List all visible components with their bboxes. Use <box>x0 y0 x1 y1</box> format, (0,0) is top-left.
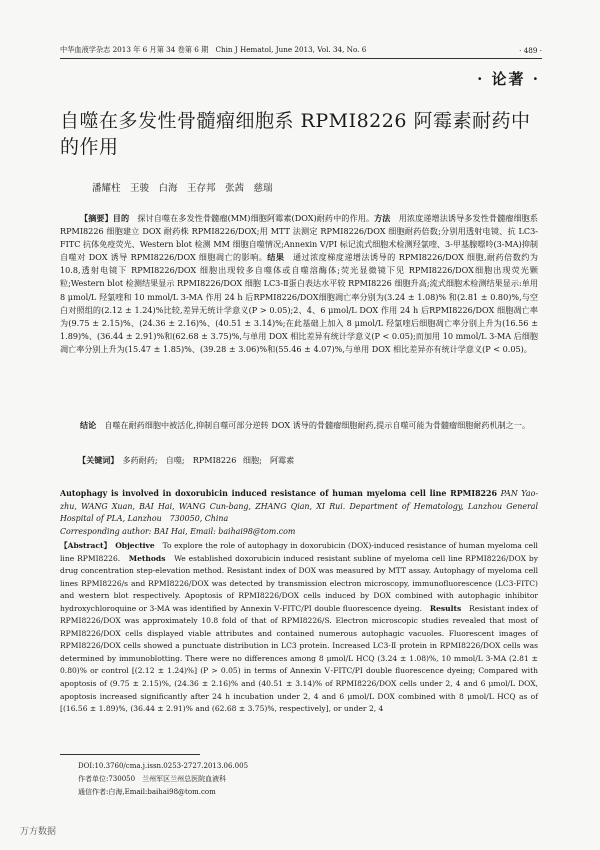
article-title: 自噬在多发性骨髓瘤细胞系 RPMI8226 阿霉素耐药中的作用 <box>60 110 531 158</box>
english-affiliation: Department of Hematology, Lanzhou General Hospital of PLA, Lanzhou 730050, China <box>60 501 538 524</box>
chinese-keywords <box>78 455 294 466</box>
objective-text: 探讨自噬在多发性骨髓瘤(MM)细胞阿霉素(DOX)耐药中的作用。 <box>137 213 375 223</box>
en-objective-label: Objective <box>115 541 155 550</box>
english-abstract <box>60 540 538 716</box>
objective-label: 目的 <box>112 213 130 223</box>
keywords-label: 【关键词】 <box>78 455 115 465</box>
en-objective-text: To explore the role of autophagy in doxorubicin (DOX)-induced resistance of human myeloma cell line RPMI8226. <box>60 541 538 563</box>
chinese-conclusion <box>60 419 538 432</box>
page-number: · 489 · <box>519 45 542 55</box>
en-results-label: Results <box>429 603 462 613</box>
results-label: 结果 <box>267 252 285 263</box>
methods-text: 用浓度递增法诱导多发性骨髓瘤细胞系 RPMI8226 细胞建立 DOX 耐药株 RPMI8226/DOX;用 MTT 法测定 RPMI8226/DOX 细胞耐药倍数;分别用透射电镜、抗 LC3-FITC 抗体免疫荧光、Western blot 检测 MM 细胞自噬情况;Annexin Ⅴ/PI 标记流式细胞术检测羟氯喹、3-甲基腺嘌呤(3-MA)抑制自噬对 DOX 诱导 RPMI8226/DOX 细胞凋亡的影响。 <box>60 213 538 263</box>
en-methods-text: We established doxorubicin induced resistant subline of myeloma cell line RPMI8226/DOX by drug concentration step-elevation method. Resistant index of DOX was measured by MTT assay. Autophagy of myeloma cell lines RPMI8226/s and RPMI8226/DOX was detected by transmission electron microscopy, immunofluorescence (LC3-FITC) and western blot respectively. Apoptosis of RPMI8226/DOX cells induced by DOX combined with autophagic inhibitor hydroxychloroquine or 3-MA was identified by Annexin Ⅴ-FITC/PI double fluorescence dyeing. <box>60 553 538 613</box>
author-list: 潘耀柱 王骏 白海 王存邦 张茜 慈瑞 <box>92 183 273 194</box>
en-methods-label: Methods <box>128 553 166 563</box>
running-head <box>60 45 542 55</box>
section-tag: · 论著 · <box>477 70 540 88</box>
running-head-left: 中华血液学杂志 2013 年 6 月第 34 卷第 6 期 Chin J Hematol, June 2013, Vol. 34, No. 6 <box>60 45 367 54</box>
author-unit: 作者单位:730050 兰州军区兰州总医院血液科 <box>78 775 227 783</box>
footnote-rule <box>60 754 200 755</box>
doi: DOI:10.3760/cma.j.issn.0253-2727.2013.06.005 <box>78 762 249 770</box>
correspondence: 通信作者:白海,Email:baihai98@tom.com <box>78 788 216 796</box>
english-title-block <box>60 488 538 538</box>
header-rule <box>60 58 542 59</box>
en-results-text: Resistant index of RPMI8226/DOX was approximately 10.8 fold of that of RPMI8226/S. Electron microscopic studies revealed that most of RPMI8226/DOX cells displayed viable attributes and contained numerous autophagic vacuoles. Fluorescent images of RPMI8226/DOX cells showed a punctuate distribution in LC3 protein. Increased LC3-Ⅱ protein in RPMI8226/DOX cells was determined by immunoblotting. There were no differences among 8 μmol/L HCQ (3.24 ± 1.08)%, 10 mmol/L 3-MA (2.81 ± 0.80)% or control [(2.12 ± 1.24)%] (P > 0.05) in terms of Annexin Ⅴ-FITC/PI double fluorescence dyeing; Compared with apoptosis of (9.75 ± 2.15)%, (24.36 ± 2.16)% and (40.51 ± 3.14)% of RPMI8226/DOX cells under 2, 4 and 6 μmol/L DOX, apoptosis increased significantly after 24 h incubation under 2, 4 and 6 μmol/L DOX combined with 8 μmol/L HCQ as of [(16.56 ± 1.89)%, (36.44 ± 2.91)% and (62.68 ± 3.75)%, respectively], or under 2, 4 <box>60 603 538 714</box>
chinese-abstract <box>60 212 538 356</box>
abstract-label: 【摘要】 <box>80 213 113 223</box>
keywords-text: 多药耐药; 自噬; RPMI8226 细胞; 阿霉素 <box>122 455 295 465</box>
english-title: Autophagy is involved in doxorubicin induced resistance of human myeloma cell line RPMI8226 <box>60 489 498 498</box>
methods-label: 方法 <box>374 213 391 223</box>
footnotes <box>78 760 248 799</box>
results-text: 通过浓度梯度递增法诱导的 RPMI8226/DOX 细胞,耐药倍数约为 10.8,透射电镜下 RPMI8226/DOX 细胞出现较多自噬体或自噬溶酶体;荧光显微镜下见 RPMI8226/DOX细胞出现荧光颗粒;Western blot 检测结果显示 RPMI8226/DOX 细胞 LC3-Ⅱ蛋白表达水平较 RPMI8226 细胞升高;流式细胞术检测结果显示:单用 8 μmol/L 羟氯喹和 10 mmol/L 3-MA 作用 24 h 后RPMI8226/DOX细胞凋亡率分别为(3.24 ± 1.08)% 和(2.81 ± 0.80)%,与空白对照组的(2.12 ± 1.24)%比较,差异无统计学意义(P > 0.05);2、4、6 μmol/L DOX 作用 24 h 后RPMI8226/DOX 细胞凋亡率为(9.75 ± 2.15)%、(24.36 ± 2.16)%、(40.51 ± 3.14)%;在此基础上加入 8 μmol/L 羟氯喹后细胞凋亡率分别上升为(16.56 ± 1.89)%、(36.44 ± 2.91)%和(62.68 ± 3.75)%,与单用 DOX 相比差异有统计学意义(P < 0.05);而加用 10 mmol/L 3-MA 后细胞凋亡率分别上升为(15.47 ± 1.85)%、(39.28 ± 3.06)%和(55.46 ± 4.07)%,与单用 DOX 相比差异亦有统计学意义(P < 0.05)。 <box>60 252 538 354</box>
corresponding-author: Corresponding author: BAI Hai, Email: baihai98@tom.com <box>60 526 296 536</box>
en-abstract-label: 【Abstract】 <box>60 541 108 550</box>
watermark: 万方数据 <box>20 827 57 837</box>
conclusion-label: 结论 <box>80 420 97 430</box>
conclusion-text: 自噬在耐药细胞中被活化,抑制自噬可部分逆转 DOX 诱导的骨髓瘤细胞耐药,提示自噬可能为骨髓瘤细胞耐药机制之一。 <box>104 420 530 430</box>
english-authors: PAN Yao-zhu, WANG Xuan, BAI Hai, WANG Cun-bang, ZHANG Qian, XI Rui. <box>60 489 538 511</box>
